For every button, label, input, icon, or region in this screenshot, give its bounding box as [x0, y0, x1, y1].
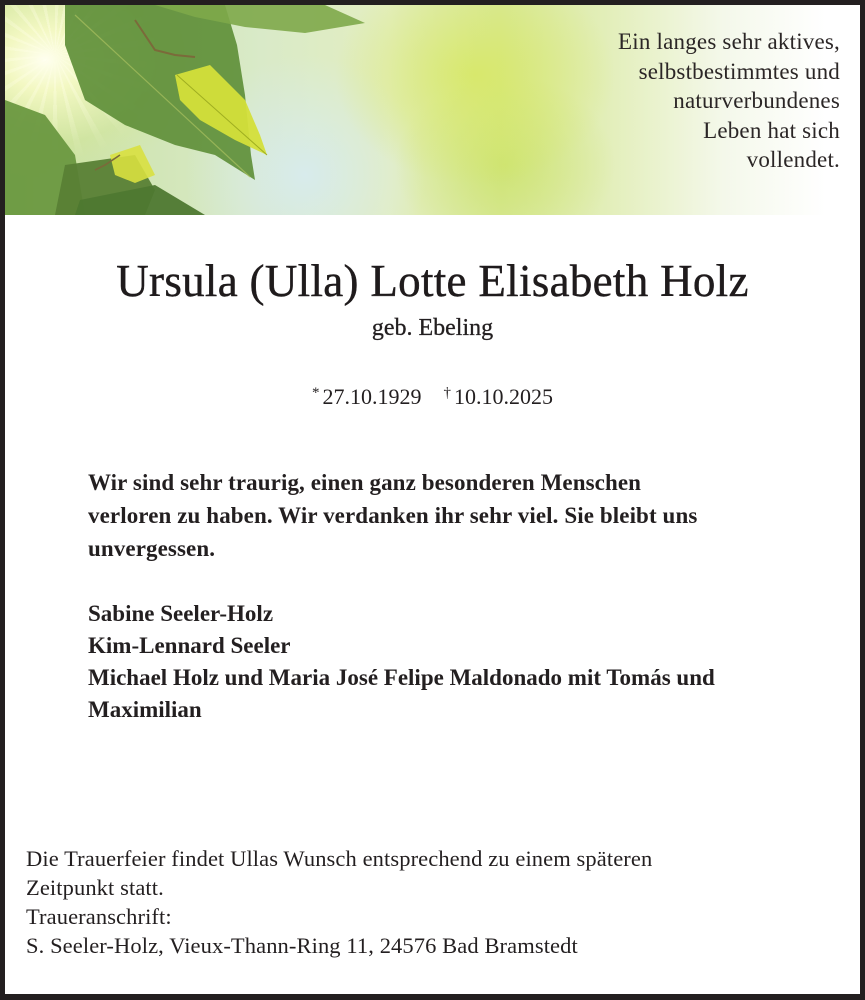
life-dates [5, 378, 860, 412]
quote-line: selbstbestimmtes und [638, 58, 840, 84]
header-quote [618, 27, 840, 175]
mourner: Kim-Lennard Seeler [88, 633, 291, 658]
quote-line: Leben hat sich [703, 117, 840, 143]
mourner: Sabine Seeler-Holz [88, 601, 274, 626]
message-line: unvergessen. [88, 536, 216, 561]
mourner: Maximilian [88, 697, 202, 722]
address-label: Traueranschrift: [26, 904, 172, 929]
condolence-message [88, 466, 828, 565]
leaves-illustration [5, 5, 525, 215]
message-line: verloren zu haben. Wir verdanken ihr sehr viel. Sie bleibt uns [88, 503, 698, 528]
death-date: 10.10.2025 [454, 384, 553, 409]
funeral-info [26, 844, 856, 960]
funeral-note-line: Zeitpunkt statt. [26, 875, 164, 900]
birth-star-icon: * [312, 385, 320, 401]
quote-line: Ein langes sehr aktives, [618, 29, 840, 54]
death-cross-icon: † [443, 385, 451, 401]
mourning-address: S. Seeler-Holz, Vieux-Thann-Ring 11, 24576 Bad Bramstedt [26, 933, 578, 958]
funeral-note-line: Die Trauerfeier findet Ullas Wunsch entsprechend zu einem späteren [26, 846, 653, 871]
deceased-name: Ursula (Ulla) Lotte Elisabeth Holz [116, 256, 749, 306]
obituary-card [5, 5, 860, 994]
mourners-list [88, 598, 848, 726]
quote-line: naturverbundenes [673, 88, 840, 113]
message-line: Wir sind sehr traurig, einen ganz besonderen Menschen [88, 470, 642, 495]
birth-name: geb. Ebeling [371, 315, 494, 341]
header-image [5, 5, 860, 215]
quote-line: vollendet. [746, 147, 840, 172]
birth-date: 27.10.1929 [322, 384, 422, 409]
mourner: Michael Holz und Maria José Felipe Maldonado mit Tomás und [88, 665, 715, 690]
